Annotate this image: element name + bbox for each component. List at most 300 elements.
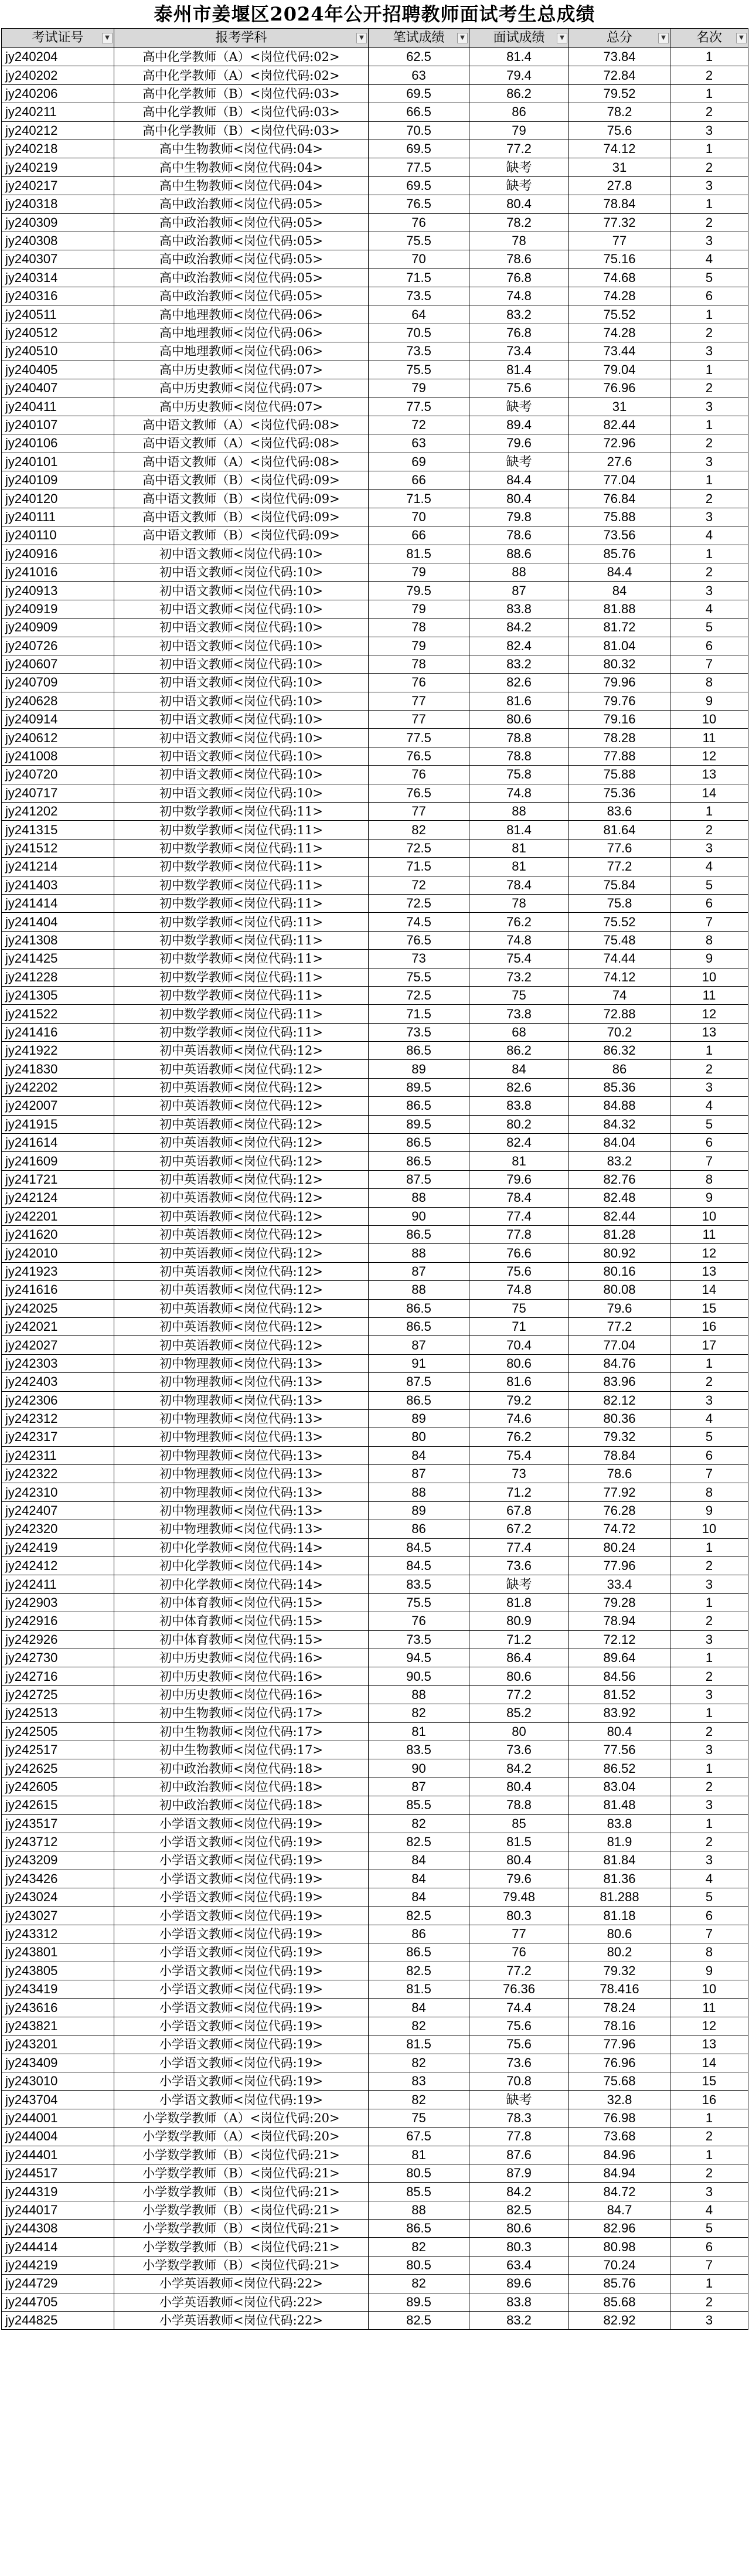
- cell-exam-id[interactable]: jy240120: [2, 490, 114, 508]
- cell-interview-score[interactable]: 78.2: [469, 213, 569, 232]
- cell-exam-id[interactable]: jy240511: [2, 305, 114, 324]
- cell-written-score[interactable]: 89: [369, 1409, 469, 1428]
- cell-written-score[interactable]: 73.5: [369, 342, 469, 361]
- cell-subject[interactable]: 高中生物教师<岗位代码:04>: [114, 140, 369, 158]
- cell-exam-id[interactable]: jy242010: [2, 1244, 114, 1262]
- cell-written-score[interactable]: 73.5: [369, 1023, 469, 1041]
- cell-total-score[interactable]: 73.44: [569, 342, 670, 361]
- cell-exam-id[interactable]: jy243805: [2, 1962, 114, 1980]
- cell-interview-score[interactable]: 75.8: [469, 766, 569, 784]
- cell-interview-score[interactable]: 88.6: [469, 545, 569, 563]
- cell-total-score[interactable]: 74.28: [569, 324, 670, 342]
- cell-rank[interactable]: 3: [670, 2183, 748, 2201]
- cell-subject[interactable]: 小学语文教师<岗位代码:19>: [114, 2017, 369, 2035]
- cell-interview-score[interactable]: 87.9: [469, 2164, 569, 2182]
- cell-exam-id[interactable]: jy241425: [2, 950, 114, 968]
- cell-exam-id[interactable]: jy242505: [2, 1722, 114, 1741]
- cell-exam-id[interactable]: jy241922: [2, 1042, 114, 1060]
- cell-subject[interactable]: 初中英语教师<岗位代码:12>: [114, 1060, 369, 1078]
- cell-subject[interactable]: 高中历史教师<岗位代码:07>: [114, 379, 369, 397]
- cell-rank[interactable]: 4: [670, 526, 748, 545]
- cell-exam-id[interactable]: jy242605: [2, 1778, 114, 1796]
- cell-interview-score[interactable]: 83.2: [469, 655, 569, 673]
- cell-written-score[interactable]: 80.5: [369, 2256, 469, 2274]
- cell-written-score[interactable]: 81: [369, 1722, 469, 1741]
- cell-exam-id[interactable]: jy244219: [2, 2256, 114, 2274]
- cell-exam-id[interactable]: jy243712: [2, 1833, 114, 1851]
- cell-exam-id[interactable]: jy240219: [2, 158, 114, 176]
- cell-written-score[interactable]: 82.5: [369, 1906, 469, 1925]
- cell-subject[interactable]: 初中数学教师<岗位代码:11>: [114, 986, 369, 1004]
- cell-subject[interactable]: 初中语文教师<岗位代码:10>: [114, 582, 369, 600]
- cell-interview-score[interactable]: 缺考: [469, 397, 569, 416]
- cell-written-score[interactable]: 91: [369, 1354, 469, 1372]
- cell-subject[interactable]: 小学数学教师（B）<岗位代码:21>: [114, 2164, 369, 2182]
- cell-subject[interactable]: 小学语文教师<岗位代码:19>: [114, 2072, 369, 2090]
- cell-written-score[interactable]: 81.5: [369, 545, 469, 563]
- cell-subject[interactable]: 初中政治教师<岗位代码:18>: [114, 1796, 369, 1814]
- cell-written-score[interactable]: 75.5: [369, 361, 469, 379]
- cell-written-score[interactable]: 66: [369, 471, 469, 489]
- cell-written-score[interactable]: 70: [369, 508, 469, 526]
- cell-total-score[interactable]: 83.92: [569, 1704, 670, 1722]
- cell-written-score[interactable]: 88: [369, 1244, 469, 1262]
- cell-exam-id[interactable]: jy240919: [2, 600, 114, 618]
- cell-written-score[interactable]: 83.5: [369, 1741, 469, 1759]
- cell-written-score[interactable]: 75.5: [369, 232, 469, 250]
- cell-interview-score[interactable]: 86.4: [469, 1649, 569, 1667]
- cell-interview-score[interactable]: 80: [469, 1722, 569, 1741]
- cell-rank[interactable]: 3: [670, 1078, 748, 1096]
- cell-exam-id[interactable]: jy242513: [2, 1704, 114, 1722]
- cell-total-score[interactable]: 81.28: [569, 1226, 670, 1244]
- cell-written-score[interactable]: 82: [369, 2238, 469, 2256]
- cell-exam-id[interactable]: jy243801: [2, 1943, 114, 1962]
- cell-exam-id[interactable]: jy241214: [2, 858, 114, 876]
- cell-written-score[interactable]: 87.5: [369, 1373, 469, 1391]
- cell-rank[interactable]: 7: [670, 1925, 748, 1943]
- cell-interview-score[interactable]: 74.4: [469, 1999, 569, 2017]
- cell-written-score[interactable]: 81.5: [369, 2035, 469, 2054]
- cell-interview-score[interactable]: 80.4: [469, 1851, 569, 1870]
- cell-rank[interactable]: 13: [670, 2035, 748, 2054]
- cell-total-score[interactable]: 76.28: [569, 1501, 670, 1520]
- cell-rank[interactable]: 1: [670, 416, 748, 434]
- cell-total-score[interactable]: 80.32: [569, 655, 670, 673]
- cell-total-score[interactable]: 84.76: [569, 1354, 670, 1372]
- cell-written-score[interactable]: 86.5: [369, 1134, 469, 1152]
- cell-written-score[interactable]: 70: [369, 250, 469, 269]
- cell-subject[interactable]: 初中物理教师<岗位代码:13>: [114, 1409, 369, 1428]
- cell-interview-score[interactable]: 76.8: [469, 269, 569, 287]
- filter-dropdown-icon[interactable]: ▼: [736, 33, 747, 43]
- cell-interview-score[interactable]: 74.8: [469, 784, 569, 802]
- cell-exam-id[interactable]: jy240411: [2, 397, 114, 416]
- cell-rank[interactable]: 1: [670, 2146, 748, 2164]
- cell-exam-id[interactable]: jy242312: [2, 1409, 114, 1428]
- cell-subject[interactable]: 初中语文教师<岗位代码:10>: [114, 637, 369, 655]
- cell-rank[interactable]: 9: [670, 1189, 748, 1207]
- cell-subject[interactable]: 初中数学教师<岗位代码:11>: [114, 913, 369, 931]
- cell-interview-score[interactable]: 79.6: [469, 1170, 569, 1188]
- cell-exam-id[interactable]: jy241830: [2, 1060, 114, 1078]
- filter-dropdown-icon[interactable]: ▼: [102, 33, 113, 43]
- cell-total-score[interactable]: 82.12: [569, 1391, 670, 1409]
- cell-total-score[interactable]: 70.24: [569, 2256, 670, 2274]
- cell-subject[interactable]: 小学数学教师（B）<岗位代码:21>: [114, 2256, 369, 2274]
- cell-exam-id[interactable]: jy240916: [2, 545, 114, 563]
- cell-interview-score[interactable]: 82.4: [469, 637, 569, 655]
- cell-total-score[interactable]: 78.416: [569, 1980, 670, 1999]
- cell-exam-id[interactable]: jy240607: [2, 655, 114, 673]
- cell-exam-id[interactable]: jy240913: [2, 582, 114, 600]
- cell-written-score[interactable]: 82: [369, 2091, 469, 2109]
- cell-total-score[interactable]: 81.72: [569, 618, 670, 637]
- cell-rank[interactable]: 14: [670, 784, 748, 802]
- cell-total-score[interactable]: 82.44: [569, 1207, 670, 1225]
- cell-subject[interactable]: 初中英语教师<岗位代码:12>: [114, 1115, 369, 1133]
- cell-exam-id[interactable]: jy243409: [2, 2054, 114, 2072]
- cell-total-score[interactable]: 86.32: [569, 1042, 670, 1060]
- cell-interview-score[interactable]: 81: [469, 1152, 569, 1170]
- cell-written-score[interactable]: 83: [369, 2072, 469, 2090]
- cell-written-score[interactable]: 77: [369, 803, 469, 821]
- cell-written-score[interactable]: 87.5: [369, 1170, 469, 1188]
- cell-subject[interactable]: 初中数学教师<岗位代码:11>: [114, 858, 369, 876]
- cell-subject[interactable]: 小学数学教师（A）<岗位代码:20>: [114, 2128, 369, 2146]
- cell-total-score[interactable]: 80.98: [569, 2238, 670, 2256]
- cell-interview-score[interactable]: 85.2: [469, 1704, 569, 1722]
- cell-rank[interactable]: 3: [670, 397, 748, 416]
- cell-interview-score[interactable]: 71.2: [469, 1483, 569, 1501]
- cell-written-score[interactable]: 72.5: [369, 839, 469, 857]
- cell-interview-score[interactable]: 79.8: [469, 508, 569, 526]
- cell-exam-id[interactable]: jy244729: [2, 2275, 114, 2293]
- cell-exam-id[interactable]: jy242407: [2, 1501, 114, 1520]
- cell-rank[interactable]: 2: [670, 2164, 748, 2182]
- cell-interview-score[interactable]: 89.4: [469, 416, 569, 434]
- cell-subject[interactable]: 高中化学教师（B）<岗位代码:03>: [114, 84, 369, 103]
- cell-total-score[interactable]: 81.36: [569, 1870, 670, 1888]
- cell-rank[interactable]: 2: [670, 1373, 748, 1391]
- cell-written-score[interactable]: 82: [369, 821, 469, 839]
- cell-exam-id[interactable]: jy242903: [2, 1593, 114, 1612]
- cell-written-score[interactable]: 70.5: [369, 324, 469, 342]
- cell-exam-id[interactable]: jy240405: [2, 361, 114, 379]
- cell-total-score[interactable]: 81.9: [569, 1833, 670, 1851]
- cell-written-score[interactable]: 62.5: [369, 48, 469, 66]
- cell-total-score[interactable]: 74.44: [569, 950, 670, 968]
- header-interview-score[interactable]: [469, 29, 569, 48]
- cell-rank[interactable]: 2: [670, 2128, 748, 2146]
- cell-subject[interactable]: 初中英语教师<岗位代码:12>: [114, 1170, 369, 1188]
- cell-written-score[interactable]: 71.5: [369, 269, 469, 287]
- cell-exam-id[interactable]: jy240720: [2, 766, 114, 784]
- cell-subject[interactable]: 初中语文教师<岗位代码:10>: [114, 729, 369, 747]
- cell-rank[interactable]: 11: [670, 1999, 748, 2017]
- cell-subject[interactable]: 小学英语教师<岗位代码:22>: [114, 2293, 369, 2311]
- cell-total-score[interactable]: 32.8: [569, 2091, 670, 2109]
- cell-rank[interactable]: 1: [670, 803, 748, 821]
- cell-rank[interactable]: 9: [670, 950, 748, 968]
- cell-total-score[interactable]: 80.24: [569, 1538, 670, 1557]
- cell-rank[interactable]: 12: [670, 1244, 748, 1262]
- cell-written-score[interactable]: 89.5: [369, 1115, 469, 1133]
- cell-interview-score[interactable]: 88: [469, 803, 569, 821]
- cell-exam-id[interactable]: jy240101: [2, 453, 114, 471]
- cell-rank[interactable]: 14: [670, 2054, 748, 2072]
- cell-total-score[interactable]: 77.32: [569, 213, 670, 232]
- cell-rank[interactable]: 10: [670, 1520, 748, 1538]
- cell-exam-id[interactable]: jy242615: [2, 1796, 114, 1814]
- cell-exam-id[interactable]: jy241620: [2, 1226, 114, 1244]
- cell-total-score[interactable]: 74.72: [569, 1520, 670, 1538]
- cell-exam-id[interactable]: jy240218: [2, 140, 114, 158]
- cell-total-score[interactable]: 79.32: [569, 1962, 670, 1980]
- cell-rank[interactable]: 8: [670, 1943, 748, 1962]
- cell-exam-id[interactable]: jy240318: [2, 195, 114, 213]
- cell-rank[interactable]: 6: [670, 1446, 748, 1464]
- cell-rank[interactable]: 2: [670, 66, 748, 84]
- cell-rank[interactable]: 1: [670, 1593, 748, 1612]
- cell-subject[interactable]: 初中物理教师<岗位代码:13>: [114, 1520, 369, 1538]
- cell-interview-score[interactable]: 83.8: [469, 600, 569, 618]
- cell-subject[interactable]: 初中物理教师<岗位代码:13>: [114, 1501, 369, 1520]
- cell-rank[interactable]: 2: [670, 1060, 748, 1078]
- cell-written-score[interactable]: 76: [369, 1612, 469, 1630]
- cell-subject[interactable]: 高中历史教师<岗位代码:07>: [114, 361, 369, 379]
- cell-exam-id[interactable]: jy242411: [2, 1575, 114, 1593]
- cell-exam-id[interactable]: jy242124: [2, 1189, 114, 1207]
- cell-subject[interactable]: 高中生物教师<岗位代码:04>: [114, 176, 369, 195]
- cell-interview-score[interactable]: 79.6: [469, 1870, 569, 1888]
- cell-subject[interactable]: 小学英语教师<岗位代码:22>: [114, 2312, 369, 2330]
- cell-subject[interactable]: 初中化学教师<岗位代码:14>: [114, 1538, 369, 1557]
- cell-exam-id[interactable]: jy242419: [2, 1538, 114, 1557]
- cell-interview-score[interactable]: 73.6: [469, 1741, 569, 1759]
- cell-rank[interactable]: 1: [670, 140, 748, 158]
- cell-interview-score[interactable]: 74.6: [469, 1409, 569, 1428]
- cell-interview-score[interactable]: 89.6: [469, 2275, 569, 2293]
- cell-interview-score[interactable]: 80.6: [469, 711, 569, 729]
- cell-rank[interactable]: 2: [670, 1557, 748, 1575]
- cell-rank[interactable]: 1: [670, 1354, 748, 1372]
- cell-total-score[interactable]: 73.68: [569, 2128, 670, 2146]
- cell-interview-score[interactable]: 76.36: [469, 1980, 569, 1999]
- cell-total-score[interactable]: 86: [569, 1060, 670, 1078]
- cell-total-score[interactable]: 84.72: [569, 2183, 670, 2201]
- cell-total-score[interactable]: 78.84: [569, 1446, 670, 1464]
- cell-written-score[interactable]: 90: [369, 1759, 469, 1778]
- cell-interview-score[interactable]: 78: [469, 894, 569, 912]
- cell-exam-id[interactable]: jy242916: [2, 1612, 114, 1630]
- cell-subject[interactable]: 初中物理教师<岗位代码:13>: [114, 1465, 369, 1483]
- cell-rank[interactable]: 1: [670, 305, 748, 324]
- cell-rank[interactable]: 2: [670, 821, 748, 839]
- cell-total-score[interactable]: 75.88: [569, 508, 670, 526]
- cell-total-score[interactable]: 79.6: [569, 1299, 670, 1317]
- cell-subject[interactable]: 小学数学教师（B）<岗位代码:21>: [114, 2183, 369, 2201]
- cell-subject[interactable]: 初中语文教师<岗位代码:10>: [114, 618, 369, 637]
- cell-total-score[interactable]: 83.04: [569, 1778, 670, 1796]
- cell-subject[interactable]: 高中地理教师<岗位代码:06>: [114, 324, 369, 342]
- cell-written-score[interactable]: 84.5: [369, 1538, 469, 1557]
- cell-subject[interactable]: 初中数学教师<岗位代码:11>: [114, 821, 369, 839]
- cell-written-score[interactable]: 86.5: [369, 2220, 469, 2238]
- cell-rank[interactable]: 11: [670, 1226, 748, 1244]
- cell-interview-score[interactable]: 75.4: [469, 1446, 569, 1464]
- cell-total-score[interactable]: 77.56: [569, 1741, 670, 1759]
- filter-dropdown-icon[interactable]: ▼: [658, 33, 669, 43]
- cell-subject[interactable]: 初中数学教师<岗位代码:11>: [114, 894, 369, 912]
- cell-rank[interactable]: 7: [670, 2256, 748, 2274]
- cell-rank[interactable]: 3: [670, 1630, 748, 1649]
- cell-written-score[interactable]: 80: [369, 1428, 469, 1446]
- cell-subject[interactable]: 初中历史教师<岗位代码:16>: [114, 1649, 369, 1667]
- cell-subject[interactable]: 高中化学教师（B）<岗位代码:03>: [114, 103, 369, 121]
- cell-interview-score[interactable]: 77.8: [469, 2128, 569, 2146]
- cell-total-score[interactable]: 80.16: [569, 1262, 670, 1280]
- cell-written-score[interactable]: 82: [369, 2054, 469, 2072]
- cell-total-score[interactable]: 78.6: [569, 1465, 670, 1483]
- cell-subject[interactable]: 初中化学教师<岗位代码:14>: [114, 1557, 369, 1575]
- cell-subject[interactable]: 初中数学教师<岗位代码:11>: [114, 968, 369, 986]
- cell-rank[interactable]: 1: [670, 195, 748, 213]
- cell-interview-score[interactable]: 84.2: [469, 1759, 569, 1778]
- cell-written-score[interactable]: 88: [369, 1685, 469, 1704]
- cell-total-score[interactable]: 84: [569, 582, 670, 600]
- cell-total-score[interactable]: 83.6: [569, 803, 670, 821]
- cell-exam-id[interactable]: jy243209: [2, 1851, 114, 1870]
- cell-exam-id[interactable]: jy243312: [2, 1925, 114, 1943]
- cell-rank[interactable]: 2: [670, 563, 748, 581]
- cell-exam-id[interactable]: jy240107: [2, 416, 114, 434]
- cell-total-score[interactable]: 84.7: [569, 2201, 670, 2219]
- cell-interview-score[interactable]: 76.2: [469, 913, 569, 931]
- cell-total-score[interactable]: 75.52: [569, 305, 670, 324]
- cell-written-score[interactable]: 82.5: [369, 2312, 469, 2330]
- cell-total-score[interactable]: 81.48: [569, 1796, 670, 1814]
- cell-rank[interactable]: 8: [670, 1170, 748, 1188]
- cell-written-score[interactable]: 87: [369, 1336, 469, 1354]
- cell-exam-id[interactable]: jy241202: [2, 803, 114, 821]
- cell-rank[interactable]: 3: [670, 582, 748, 600]
- cell-rank[interactable]: 1: [670, 1649, 748, 1667]
- cell-interview-score[interactable]: 83.2: [469, 305, 569, 324]
- cell-total-score[interactable]: 80.36: [569, 1409, 670, 1428]
- cell-total-score[interactable]: 84.88: [569, 1097, 670, 1115]
- cell-subject[interactable]: 小学语文教师<岗位代码:19>: [114, 1962, 369, 1980]
- cell-exam-id[interactable]: jy243024: [2, 1888, 114, 1906]
- cell-total-score[interactable]: 77.04: [569, 1336, 670, 1354]
- cell-total-score[interactable]: 81.288: [569, 1888, 670, 1906]
- cell-exam-id[interactable]: jy240612: [2, 729, 114, 747]
- cell-total-score[interactable]: 75.16: [569, 250, 670, 269]
- cell-written-score[interactable]: 85.5: [369, 2183, 469, 2201]
- cell-rank[interactable]: 3: [670, 1575, 748, 1593]
- cell-exam-id[interactable]: jy240204: [2, 48, 114, 66]
- cell-total-score[interactable]: 82.76: [569, 1170, 670, 1188]
- cell-interview-score[interactable]: 79.6: [469, 434, 569, 453]
- cell-subject[interactable]: 高中化学教师（A）<岗位代码:02>: [114, 66, 369, 84]
- cell-total-score[interactable]: 81.88: [569, 600, 670, 618]
- cell-exam-id[interactable]: jy244004: [2, 2128, 114, 2146]
- cell-interview-score[interactable]: 81: [469, 839, 569, 857]
- cell-subject[interactable]: 小学语文教师<岗位代码:19>: [114, 1888, 369, 1906]
- cell-interview-score[interactable]: 82.4: [469, 1134, 569, 1152]
- cell-exam-id[interactable]: jy240717: [2, 784, 114, 802]
- cell-subject[interactable]: 初中体育教师<岗位代码:15>: [114, 1612, 369, 1630]
- cell-written-score[interactable]: 76: [369, 213, 469, 232]
- cell-interview-score[interactable]: 81.4: [469, 361, 569, 379]
- cell-total-score[interactable]: 79.16: [569, 711, 670, 729]
- cell-total-score[interactable]: 77.6: [569, 839, 670, 857]
- cell-total-score[interactable]: 78.2: [569, 103, 670, 121]
- cell-rank[interactable]: 5: [670, 876, 748, 894]
- cell-rank[interactable]: 10: [670, 1980, 748, 1999]
- cell-exam-id[interactable]: jy244319: [2, 2183, 114, 2201]
- cell-exam-id[interactable]: jy241403: [2, 876, 114, 894]
- cell-total-score[interactable]: 75.8: [569, 894, 670, 912]
- cell-subject[interactable]: 初中政治教师<岗位代码:18>: [114, 1778, 369, 1796]
- cell-interview-score[interactable]: 78.8: [469, 729, 569, 747]
- cell-interview-score[interactable]: 76.2: [469, 1428, 569, 1446]
- cell-subject[interactable]: 高中政治教师<岗位代码:05>: [114, 213, 369, 232]
- cell-subject[interactable]: 小学数学教师（B）<岗位代码:21>: [114, 2146, 369, 2164]
- cell-total-score[interactable]: 76.98: [569, 2109, 670, 2127]
- cell-interview-score[interactable]: 80.2: [469, 1115, 569, 1133]
- cell-interview-score[interactable]: 78.4: [469, 876, 569, 894]
- header-total-score[interactable]: [569, 29, 670, 48]
- cell-rank[interactable]: 2: [670, 1667, 748, 1685]
- cell-total-score[interactable]: 89.64: [569, 1649, 670, 1667]
- filter-dropdown-icon[interactable]: ▼: [356, 33, 367, 43]
- cell-interview-score[interactable]: 77.2: [469, 140, 569, 158]
- cell-interview-score[interactable]: 77.4: [469, 1538, 569, 1557]
- cell-total-score[interactable]: 77.96: [569, 1557, 670, 1575]
- cell-rank[interactable]: 7: [670, 655, 748, 673]
- cell-rank[interactable]: 7: [670, 913, 748, 931]
- cell-exam-id[interactable]: jy242007: [2, 1097, 114, 1115]
- cell-rank[interactable]: 4: [670, 2201, 748, 2219]
- cell-written-score[interactable]: 86.5: [369, 1391, 469, 1409]
- cell-exam-id[interactable]: jy240914: [2, 711, 114, 729]
- cell-exam-id[interactable]: jy241404: [2, 913, 114, 931]
- cell-interview-score[interactable]: 70.8: [469, 2072, 569, 2090]
- cell-rank[interactable]: 14: [670, 1281, 748, 1299]
- cell-written-score[interactable]: 80.5: [369, 2164, 469, 2182]
- cell-exam-id[interactable]: jy244825: [2, 2312, 114, 2330]
- cell-exam-id[interactable]: jy242926: [2, 1630, 114, 1649]
- cell-interview-score[interactable]: 86.2: [469, 1042, 569, 1060]
- cell-interview-score[interactable]: 73: [469, 1465, 569, 1483]
- cell-exam-id[interactable]: jy240109: [2, 471, 114, 489]
- cell-interview-score[interactable]: 75: [469, 1299, 569, 1317]
- cell-total-score[interactable]: 83.8: [569, 1814, 670, 1833]
- cell-rank[interactable]: 4: [670, 250, 748, 269]
- cell-written-score[interactable]: 74.5: [369, 913, 469, 931]
- cell-interview-score[interactable]: 84: [469, 1060, 569, 1078]
- cell-rank[interactable]: 3: [670, 121, 748, 140]
- cell-rank[interactable]: 4: [670, 1870, 748, 1888]
- cell-exam-id[interactable]: jy243704: [2, 2091, 114, 2109]
- cell-written-score[interactable]: 77: [369, 711, 469, 729]
- cell-interview-score[interactable]: 81.5: [469, 1833, 569, 1851]
- cell-interview-score[interactable]: 77.2: [469, 1685, 569, 1704]
- cell-exam-id[interactable]: jy242202: [2, 1078, 114, 1096]
- cell-rank[interactable]: 8: [670, 674, 748, 692]
- cell-total-score[interactable]: 84.04: [569, 1134, 670, 1152]
